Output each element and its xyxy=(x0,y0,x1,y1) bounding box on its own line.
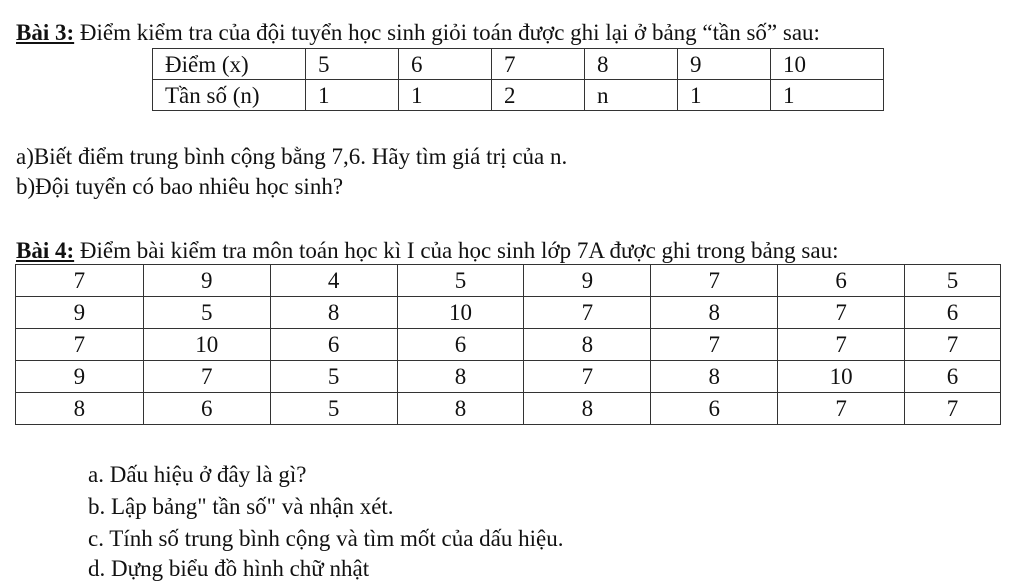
table-row xyxy=(153,80,884,111)
table-row xyxy=(16,329,1001,361)
bai4-heading xyxy=(16,238,838,264)
bai4-question-b: b. Lập bảng" tần số" và nhận xét. xyxy=(88,494,394,519)
table-cell: 6 xyxy=(270,329,397,361)
table-cell: 7 xyxy=(778,297,905,329)
bai4-question-a: a. Dấu hiệu ở đây là gì? xyxy=(88,462,307,487)
table-cell: 1 xyxy=(678,80,771,111)
table-row xyxy=(16,361,1001,393)
table-cell: 8 xyxy=(585,49,678,80)
table-cell: 5 xyxy=(143,297,270,329)
bai4-question-d: d. Dựng biểu đồ hình chữ nhật xyxy=(88,556,370,581)
table-cell: 8 xyxy=(397,393,524,425)
table-cell: 7 xyxy=(651,329,778,361)
table-cell: 5 xyxy=(905,265,1001,297)
table-cell: 6 xyxy=(651,393,778,425)
table-cell: 7 xyxy=(16,265,144,297)
table-cell: 10 xyxy=(778,361,905,393)
table-header-cell: Điểm (x) xyxy=(153,49,306,80)
table-cell: 7 xyxy=(651,265,778,297)
table-cell: 9 xyxy=(678,49,771,80)
table-row xyxy=(16,393,1001,425)
table-cell: 8 xyxy=(524,393,651,425)
table-header-cell: Tần số (n) xyxy=(153,80,306,111)
bai4-question-c: c. Tính số trung bình cộng và tìm mốt của dấu hiệu. xyxy=(88,526,564,551)
table-cell: 7 xyxy=(524,361,651,393)
frequency-table xyxy=(152,48,884,111)
table-cell: 10 xyxy=(397,297,524,329)
table-cell: 1 xyxy=(306,80,399,111)
table-cell: 8 xyxy=(397,361,524,393)
bai3-question-a: a)Biết điểm trung bình cộng bằng 7,6. Hãy tìm giá trị của n. xyxy=(16,144,568,169)
table-cell: 10 xyxy=(143,329,270,361)
table-cell: 7 xyxy=(16,329,144,361)
table-cell: 7 xyxy=(524,297,651,329)
score-table xyxy=(15,264,1001,425)
table-cell: 2 xyxy=(492,80,585,111)
table-cell: 7 xyxy=(905,329,1001,361)
table-cell: 5 xyxy=(397,265,524,297)
table-cell: 8 xyxy=(651,297,778,329)
table-cell: 8 xyxy=(524,329,651,361)
table-cell: 5 xyxy=(306,49,399,80)
bai4-label: Bài 4: xyxy=(16,238,75,263)
table-row xyxy=(153,49,884,80)
bai4-text: Điểm bài kiểm tra môn toán học kì I của học sinh lớp 7A được ghi trong bảng sau: xyxy=(74,238,839,263)
table-cell: 1 xyxy=(771,80,884,111)
table-cell: 6 xyxy=(905,297,1001,329)
table-cell: 10 xyxy=(771,49,884,80)
table-cell: 8 xyxy=(16,393,144,425)
table-cell: 6 xyxy=(143,393,270,425)
bai3-question-b: b)Đội tuyển có bao nhiêu học sinh? xyxy=(16,174,344,199)
table-cell: 7 xyxy=(143,361,270,393)
table-cell: 8 xyxy=(651,361,778,393)
table-cell: 7 xyxy=(778,329,905,361)
table-cell: n xyxy=(585,80,678,111)
table-row xyxy=(16,265,1001,297)
table-cell: 7 xyxy=(492,49,585,80)
table-cell: 6 xyxy=(905,361,1001,393)
table-cell: 6 xyxy=(399,49,492,80)
table-cell: 8 xyxy=(270,297,397,329)
table-cell: 4 xyxy=(270,265,397,297)
table-cell: 5 xyxy=(270,361,397,393)
table-row xyxy=(16,297,1001,329)
table-cell: 7 xyxy=(905,393,1001,425)
table-cell: 9 xyxy=(16,361,144,393)
bai3-label-colon: : xyxy=(66,20,75,45)
table-cell: 7 xyxy=(778,393,905,425)
table-cell: 6 xyxy=(397,329,524,361)
table-cell: 1 xyxy=(399,80,492,111)
bai3-heading xyxy=(16,20,820,46)
table-cell: 5 xyxy=(270,393,397,425)
bai3-text: Điểm kiểm tra của đội tuyển học sinh giỏi toán được ghi lại ở bảng “tần số” sau: xyxy=(74,20,820,45)
table-cell: 9 xyxy=(16,297,144,329)
bai3-label: Bài 3 xyxy=(16,20,67,45)
table-cell: 9 xyxy=(524,265,651,297)
table-cell: 6 xyxy=(778,265,905,297)
table-cell: 9 xyxy=(143,265,270,297)
